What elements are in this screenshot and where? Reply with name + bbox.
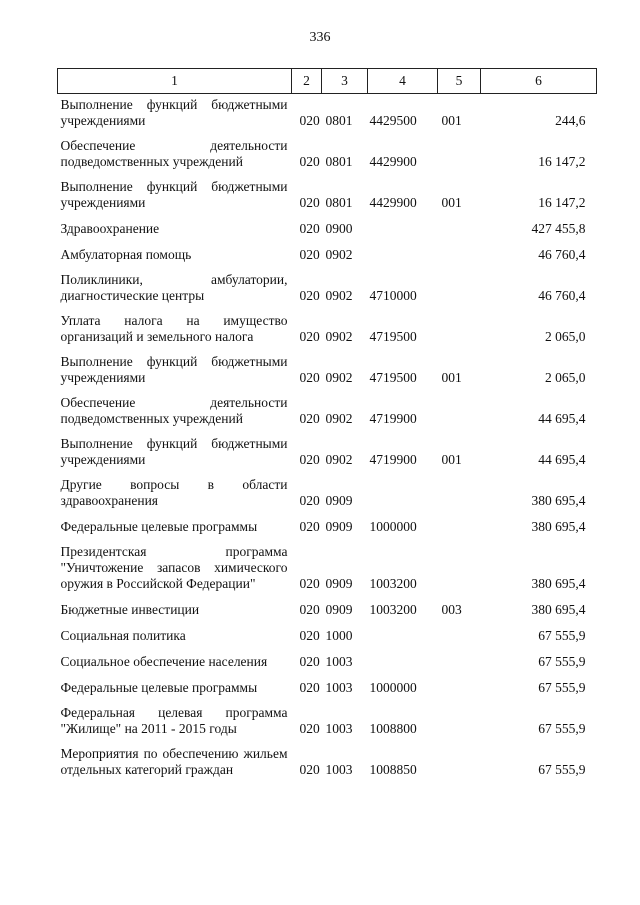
row-name: Здравоохранение bbox=[60, 220, 160, 236]
row-code-4 bbox=[368, 647, 438, 673]
row-code-3: 0902 bbox=[325, 287, 353, 303]
row-code-4: 1008800 bbox=[369, 720, 417, 736]
row-amount: 46 760,4 bbox=[538, 287, 586, 303]
table-row bbox=[58, 266, 597, 307]
row-amount: 44 695,4 bbox=[538, 410, 586, 426]
row-code-5 bbox=[438, 214, 481, 240]
row-amount: 380 695,4 bbox=[531, 518, 586, 534]
table-row bbox=[58, 471, 597, 512]
table-row bbox=[58, 94, 597, 132]
row-amount: 244,6 bbox=[555, 112, 586, 128]
row-code-5 bbox=[438, 240, 481, 266]
row-code-2: 020 bbox=[299, 492, 320, 508]
row-amount: 67 555,9 bbox=[538, 720, 586, 736]
row-code-5 bbox=[438, 512, 481, 538]
row-code-5 bbox=[438, 266, 481, 307]
row-code-3: 1000 bbox=[325, 627, 353, 643]
table-row bbox=[58, 673, 597, 699]
row-code-4: 4719500 bbox=[369, 328, 417, 344]
row-code-5: 001 bbox=[441, 369, 462, 385]
row-amount: 2 065,0 bbox=[545, 328, 586, 344]
row-code-4: 4719900 bbox=[369, 410, 417, 426]
row-code-2: 020 bbox=[299, 627, 320, 643]
row-code-3: 1003 bbox=[325, 653, 353, 669]
row-code-4 bbox=[368, 621, 438, 647]
row-name: Социальная политика bbox=[60, 627, 186, 643]
row-code-2: 020 bbox=[299, 369, 320, 385]
row-code-2: 020 bbox=[299, 653, 320, 669]
row-name: Федеральная целевая программа "Жилище" на 2011 - 2015 годы bbox=[60, 704, 288, 736]
row-name: Уплата налога на имущество организаций и земельного налога bbox=[60, 312, 288, 344]
header-row bbox=[58, 69, 597, 94]
row-code-5 bbox=[438, 621, 481, 647]
row-name: Федеральные целевые программы bbox=[60, 679, 258, 695]
column-header-2: 2 bbox=[292, 69, 322, 94]
row-amount: 16 147,2 bbox=[538, 153, 586, 169]
row-name: Федеральные целевые программы bbox=[60, 518, 258, 534]
row-amount: 427 455,8 bbox=[531, 220, 586, 236]
row-code-4: 4719900 bbox=[369, 451, 417, 467]
row-code-5 bbox=[438, 673, 481, 699]
row-amount: 380 695,4 bbox=[531, 492, 586, 508]
row-code-4 bbox=[368, 214, 438, 240]
row-code-5 bbox=[438, 132, 481, 173]
row-code-4: 4429500 bbox=[369, 112, 417, 128]
row-code-2: 020 bbox=[299, 153, 320, 169]
row-amount: 16 147,2 bbox=[538, 194, 586, 210]
row-code-2: 020 bbox=[299, 328, 320, 344]
row-name: Президентская программа "Уничтожение запасов химического оружия в Российской Федерации" bbox=[60, 543, 288, 591]
row-code-3: 0909 bbox=[325, 518, 353, 534]
row-code-4: 1003200 bbox=[369, 575, 417, 591]
row-code-4: 1000000 bbox=[369, 518, 417, 534]
row-name: Амбулаторная помощь bbox=[60, 246, 192, 262]
row-code-3: 0900 bbox=[325, 220, 353, 236]
row-code-5 bbox=[438, 699, 481, 740]
row-amount: 67 555,9 bbox=[538, 679, 586, 695]
row-name: Другие вопросы в области здравоохранения bbox=[60, 476, 288, 508]
row-code-5: 001 bbox=[441, 194, 462, 210]
row-code-2: 020 bbox=[299, 220, 320, 236]
row-amount: 46 760,4 bbox=[538, 246, 586, 262]
row-name: Бюджетные инвестиции bbox=[60, 601, 200, 617]
budget-table bbox=[57, 68, 597, 781]
row-code-3: 0902 bbox=[325, 328, 353, 344]
table-row bbox=[58, 214, 597, 240]
row-code-2: 020 bbox=[299, 112, 320, 128]
row-name: Обеспечение деятельности подведомственных учреждений bbox=[60, 137, 288, 169]
row-code-5: 001 bbox=[441, 451, 462, 467]
row-code-5 bbox=[438, 389, 481, 430]
row-code-3: 0801 bbox=[325, 194, 353, 210]
row-code-2: 020 bbox=[299, 287, 320, 303]
column-header-4: 4 bbox=[368, 69, 438, 94]
row-name: Выполнение функций бюджетными учреждениями bbox=[60, 96, 288, 128]
row-code-2: 020 bbox=[299, 720, 320, 736]
table-row bbox=[58, 647, 597, 673]
table-row bbox=[58, 173, 597, 214]
column-header-3: 3 bbox=[322, 69, 368, 94]
row-code-5: 003 bbox=[441, 601, 462, 617]
row-code-4: 4429900 bbox=[369, 194, 417, 210]
row-code-3: 0902 bbox=[325, 369, 353, 385]
row-code-3: 0909 bbox=[325, 575, 353, 591]
row-code-2: 020 bbox=[299, 451, 320, 467]
row-code-4: 1003200 bbox=[369, 601, 417, 617]
row-code-3: 1003 bbox=[325, 679, 353, 695]
row-code-3: 0909 bbox=[325, 492, 353, 508]
column-header-5: 5 bbox=[438, 69, 481, 94]
row-amount: 44 695,4 bbox=[538, 451, 586, 467]
row-amount: 67 555,9 bbox=[538, 761, 586, 777]
row-code-3: 0909 bbox=[325, 601, 353, 617]
row-name: Выполнение функций бюджетными учреждениями bbox=[60, 435, 288, 467]
row-code-2: 020 bbox=[299, 761, 320, 777]
row-code-5 bbox=[438, 471, 481, 512]
table-row bbox=[58, 240, 597, 266]
row-code-2: 020 bbox=[299, 679, 320, 695]
table-row bbox=[58, 307, 597, 348]
row-code-5: 001 bbox=[441, 112, 462, 128]
row-name: Выполнение функций бюджетными учреждениями bbox=[60, 353, 288, 385]
row-code-3: 0801 bbox=[325, 112, 353, 128]
row-code-4: 1000000 bbox=[369, 679, 417, 695]
row-code-3: 0801 bbox=[325, 153, 353, 169]
column-header-1: 1 bbox=[58, 69, 292, 94]
row-amount: 380 695,4 bbox=[531, 575, 586, 591]
row-name: Обеспечение деятельности подведомственных учреждений bbox=[60, 394, 288, 426]
row-code-3: 1003 bbox=[325, 761, 353, 777]
row-code-3: 0902 bbox=[325, 246, 353, 262]
row-code-3: 0902 bbox=[325, 410, 353, 426]
page-number: 336 bbox=[309, 30, 331, 45]
row-code-2: 020 bbox=[299, 410, 320, 426]
row-code-2: 020 bbox=[299, 246, 320, 262]
table-row bbox=[58, 595, 597, 621]
table-row bbox=[58, 430, 597, 471]
row-code-4: 1008850 bbox=[369, 761, 417, 777]
row-code-4: 4710000 bbox=[369, 287, 417, 303]
row-code-2: 020 bbox=[299, 518, 320, 534]
table-row bbox=[58, 740, 597, 781]
row-code-4: 4429900 bbox=[369, 153, 417, 169]
table-row bbox=[58, 512, 597, 538]
table-row bbox=[58, 389, 597, 430]
row-name: Социальное обеспечение населения bbox=[60, 653, 268, 669]
row-code-3: 0902 bbox=[325, 451, 353, 467]
row-amount: 67 555,9 bbox=[538, 627, 586, 643]
table-row bbox=[58, 538, 597, 595]
row-code-4: 4719500 bbox=[369, 369, 417, 385]
table-body bbox=[58, 94, 597, 781]
row-amount: 380 695,4 bbox=[531, 601, 586, 617]
row-amount: 2 065,0 bbox=[545, 369, 586, 385]
row-code-2: 020 bbox=[299, 601, 320, 617]
row-code-5 bbox=[438, 538, 481, 595]
row-name: Поликлиники, амбулатории, диагностические центры bbox=[60, 271, 288, 303]
table-row bbox=[58, 132, 597, 173]
row-code-2: 020 bbox=[299, 575, 320, 591]
row-name: Мероприятия по обеспечению жильем отдельных категорий граждан bbox=[60, 745, 288, 777]
row-code-5 bbox=[438, 307, 481, 348]
row-name: Выполнение функций бюджетными учреждениями bbox=[60, 178, 288, 210]
row-code-5 bbox=[438, 740, 481, 781]
table-header bbox=[58, 69, 597, 94]
row-code-2: 020 bbox=[299, 194, 320, 210]
row-code-4 bbox=[368, 471, 438, 512]
column-header-6: 6 bbox=[481, 69, 597, 94]
table-row bbox=[58, 348, 597, 389]
row-code-5 bbox=[438, 647, 481, 673]
table-row bbox=[58, 621, 597, 647]
row-amount: 67 555,9 bbox=[538, 653, 586, 669]
row-code-4 bbox=[368, 240, 438, 266]
row-code-3: 1003 bbox=[325, 720, 353, 736]
table-row bbox=[58, 699, 597, 740]
